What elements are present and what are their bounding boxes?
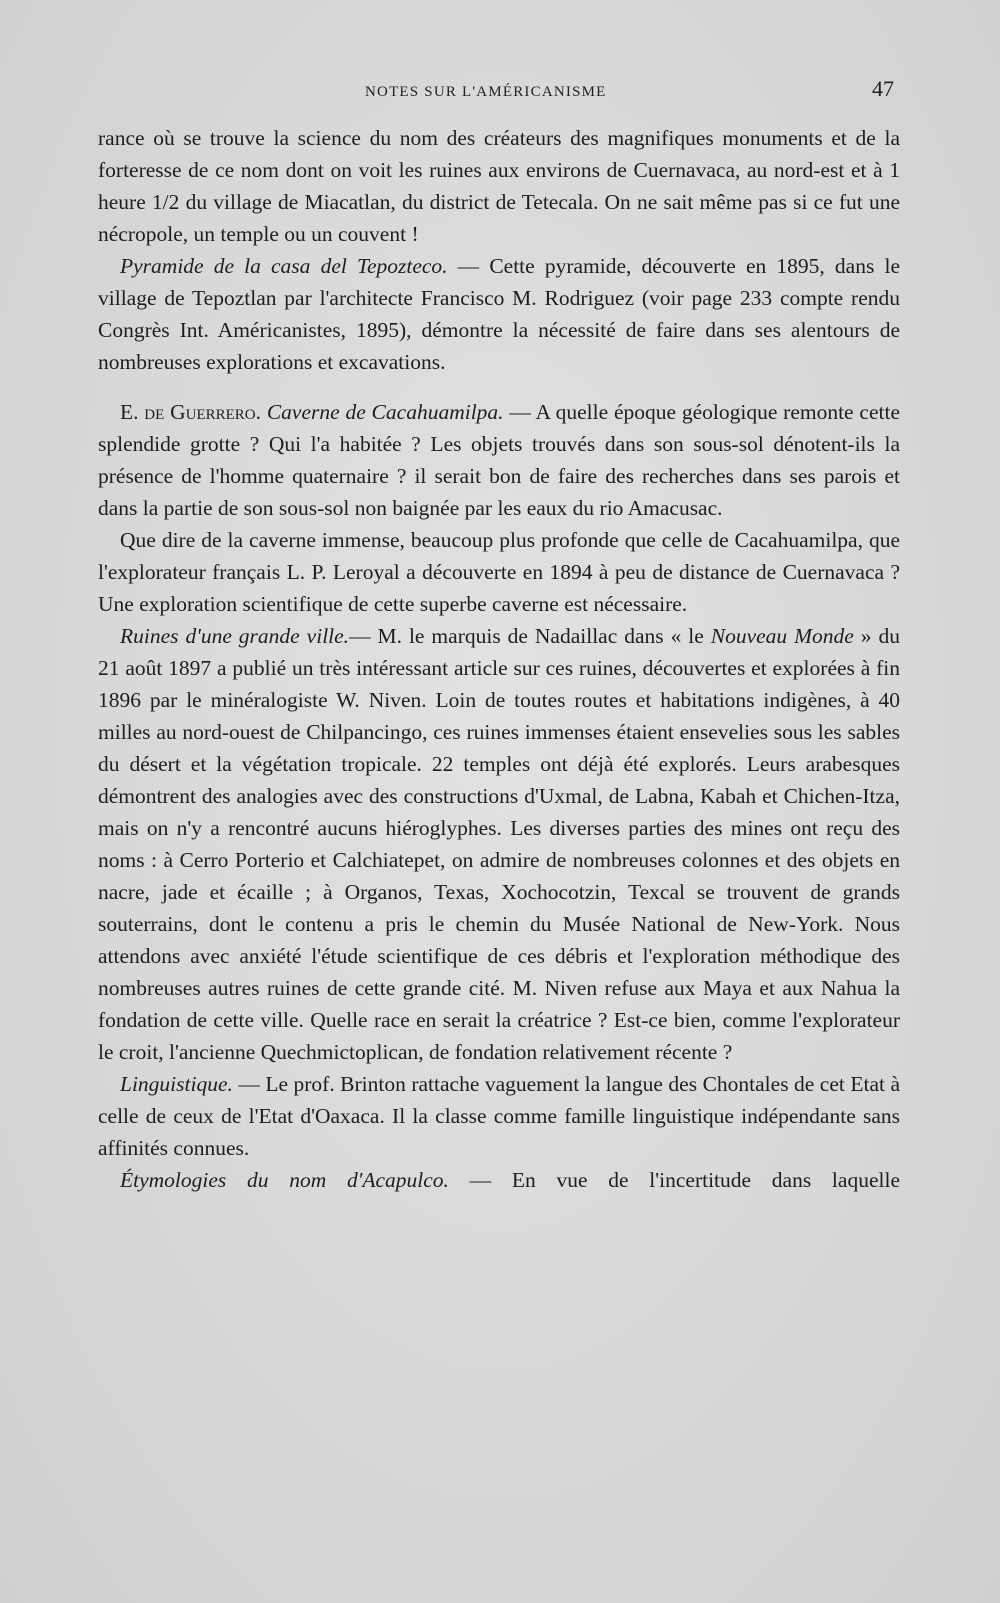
section-title: Pyramide de la casa del Tepozteco. xyxy=(120,254,448,278)
paragraph-text: Que dire de la caverne immense, beaucoup plus profonde que celle de Cacahuamilpa, que l'explorateur français L. P. Leroyal a découverte en 1894 à peu de distance de Cuernavaca ? Une exploration scientifique de cette superbe caverne est nécessaire. xyxy=(98,528,900,616)
paragraph-tepozteco xyxy=(98,250,900,378)
author-name: E. de Guerrero. xyxy=(120,400,262,424)
page-number: 47 xyxy=(872,76,894,101)
journal-title: Nouveau Monde xyxy=(710,624,854,648)
body-text xyxy=(98,122,900,1196)
paragraph-linguistics xyxy=(98,1068,900,1164)
paragraph-text: — En vue de l'incertitude dans laquelle xyxy=(448,1168,900,1192)
paragraph-miacatlan xyxy=(98,122,900,250)
paragraph-text: — A quelle époque géologique remonte cette splendide grotte ? Qui l'a habitée ? Les objets trouvés dans son sous-sol dénotent-ils la présence de l'homme quaternaire ? il serait bon de faire des recherches dans ses parois et dans la partie de son sous-sol non baignée par les eaux du rio Amacusac. xyxy=(98,400,900,520)
paragraph-text: rance où se trouve la science du nom des créateurs des magnifiques monuments et de la forteresse de ce nom dont on voit les ruines aux environs de Cuernavaca, au nord-est et à 1 heure 1/2 du village de Miacatlan, du district de Tetecala. On ne sait même pas si ce fut une nécropole, un temple ou un couvent ! xyxy=(98,126,900,246)
paragraph-text: — Cette pyramide, découverte en 1895, dans le village de Tepoztlan par l'architecte Francisco M. Rodriguez (voir page 233 compte rendu Congrès Int. Américanistes, 1895), démontre la nécessité de faire dans ses alentours de nombreuses explorations et excavations. xyxy=(98,254,900,374)
paragraph-cacahuamilpa xyxy=(98,396,900,524)
paragraph-acapulco xyxy=(98,1164,900,1196)
paragraph-text: — M. le marquis de Nadaillac dans « le xyxy=(349,624,711,648)
paragraph-ruins xyxy=(98,620,900,1068)
section-title: Linguistique. xyxy=(120,1072,233,1096)
section-title: Étymologies du nom d'Acapulco. xyxy=(120,1168,449,1192)
section-title: Caverne de Cacahuamilpa. xyxy=(266,400,504,424)
paragraph-text: — Le prof. Brinton rattache vaguement la langue des Chontales de cet Etat à celle de ceux de l'Etat d'Oaxaca. Il la classe comme famille linguistique indépendante sans affinités connues. xyxy=(98,1072,900,1160)
paragraph-text: » du 21 août 1897 a publié un très intéressant article sur ces ruines, découvertes et explorées à fin 1896 par le minéralogiste W. Niven. Loin de toutes routes et habitations indigènes, à 40 milles au nord-ouest de Chilpancingo, ces ruines immenses étaient ensevelies sous les sables du désert et la végétation tropicale. 22 temples ont déjà été explorés. Leurs arabesques démontrent des analogies avec des constructions d'Uxmal, de Labna, Kabah et Chichen-Itza, mais on n'y a rencontré aucuns hiéroglyphes. Les diverses parties des mines ont reçu des noms : à Cerro Porterio et Calchiatepet, on admire de nombreuses colonnes et des objets en nacre, jade et écaille ; à Organos, Texas, Xochocotzin, Texcal se trouvent de grands souterrains, dont le contenu a pris le chemin du Musée National de New-York. Nous attendons avec anxiété l'étude scientifique de ces débris et l'exploration méthodique des nombreuses autres ruines de cette grande cité. M. Niven refuse aux Maya et aux Nahua la fondation de cette ville. Quelle race en serait la créatrice ? Est-ce bien, comme l'explorateur le croit, l'ancienne Quechmictoplican, de fondation relativement récente ? xyxy=(98,624,900,1064)
running-head: NOTES SUR L'AMÉRICANISME xyxy=(365,84,607,100)
section-title: Ruines d'une grande ville. xyxy=(120,624,350,648)
paragraph-leroyal-cave xyxy=(98,524,900,620)
